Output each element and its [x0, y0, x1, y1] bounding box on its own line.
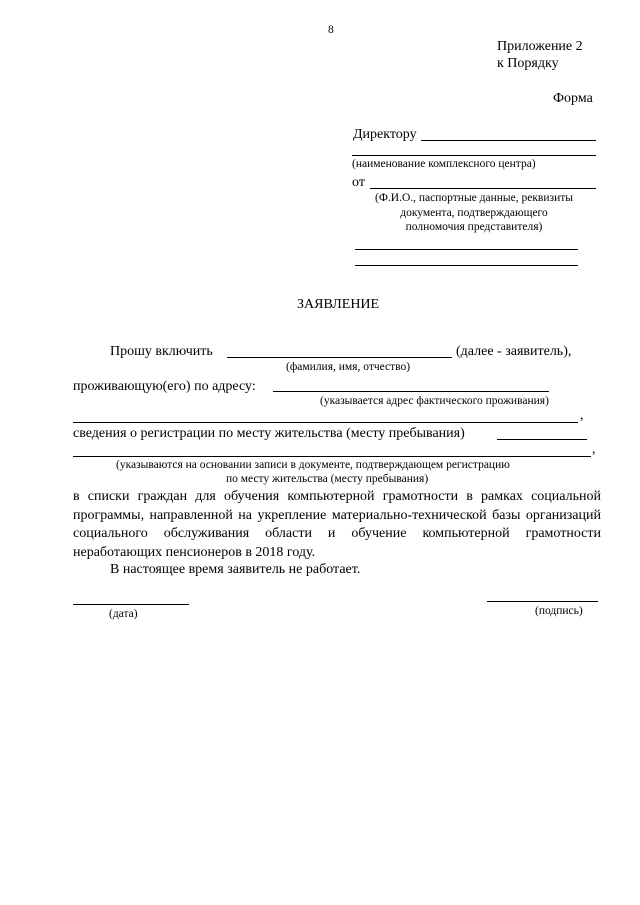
registration-fill-line-2	[73, 456, 591, 457]
request-intro: Прошу включить	[110, 344, 213, 359]
applicant-fill-line-2	[355, 265, 578, 266]
address-fill-line	[273, 391, 549, 392]
comma-2: ,	[592, 442, 596, 457]
signature-caption: (подпись)	[535, 605, 583, 617]
applicant-caption-3: полномочия представителя)	[405, 221, 543, 233]
registration-caption-1: (указываются на основании записи в документе, подтверждающем регистрацию	[116, 459, 510, 471]
living-at-label: проживающую(его) по адресу:	[73, 379, 256, 394]
date-caption: (дата)	[109, 608, 138, 620]
registration-label: сведения о регистрации по месту жительства (месту пребывания)	[73, 426, 465, 441]
not-working-statement: В настоящее время заявитель не работает.	[110, 562, 361, 577]
registration-fill-line	[497, 439, 587, 440]
comma-1: ,	[580, 408, 584, 423]
address-caption: (указывается адрес фактического проживания)	[320, 395, 549, 407]
form-label: Форма	[553, 91, 593, 106]
date-fill-line	[73, 604, 189, 605]
name-caption: (фамилия, имя, отчество)	[286, 361, 411, 373]
after-name-text: (далее - заявитель),	[456, 344, 572, 359]
center-fill-line	[352, 155, 596, 156]
document-title: ЗАЯВЛЕНИЕ	[297, 297, 380, 312]
applicant-fill-line-1	[355, 249, 578, 250]
applicant-caption-2: документа, подтверждающего	[400, 207, 548, 219]
from-label: от	[352, 175, 365, 190]
name-fill-line	[227, 357, 452, 358]
signature-fill-line	[487, 601, 598, 602]
page-number: 8	[328, 24, 334, 36]
registration-caption-2: по месту жительства (месту пребывания)	[226, 473, 429, 485]
appendix-line-1: Приложение 2	[497, 39, 583, 54]
from-fill-line	[370, 188, 596, 189]
address-fill-line-2	[73, 422, 578, 423]
applicant-caption-1: (Ф.И.О., паспортные данные, реквизиты	[375, 192, 573, 204]
center-caption: (наименование комплексного центра)	[352, 158, 536, 170]
appendix-line-2: к Порядку	[497, 56, 559, 71]
request-paragraph: в списки граждан для обучения компьютерной грамотности в рамках социальной программы, направленной на укрепление материально-технической базы организаций социального обслуживания области и обучение компьютерной грамотности неработающих пенсионеров в 2018 году.	[73, 489, 601, 560]
director-label: Директору	[353, 127, 417, 142]
director-fill-line	[421, 140, 596, 141]
